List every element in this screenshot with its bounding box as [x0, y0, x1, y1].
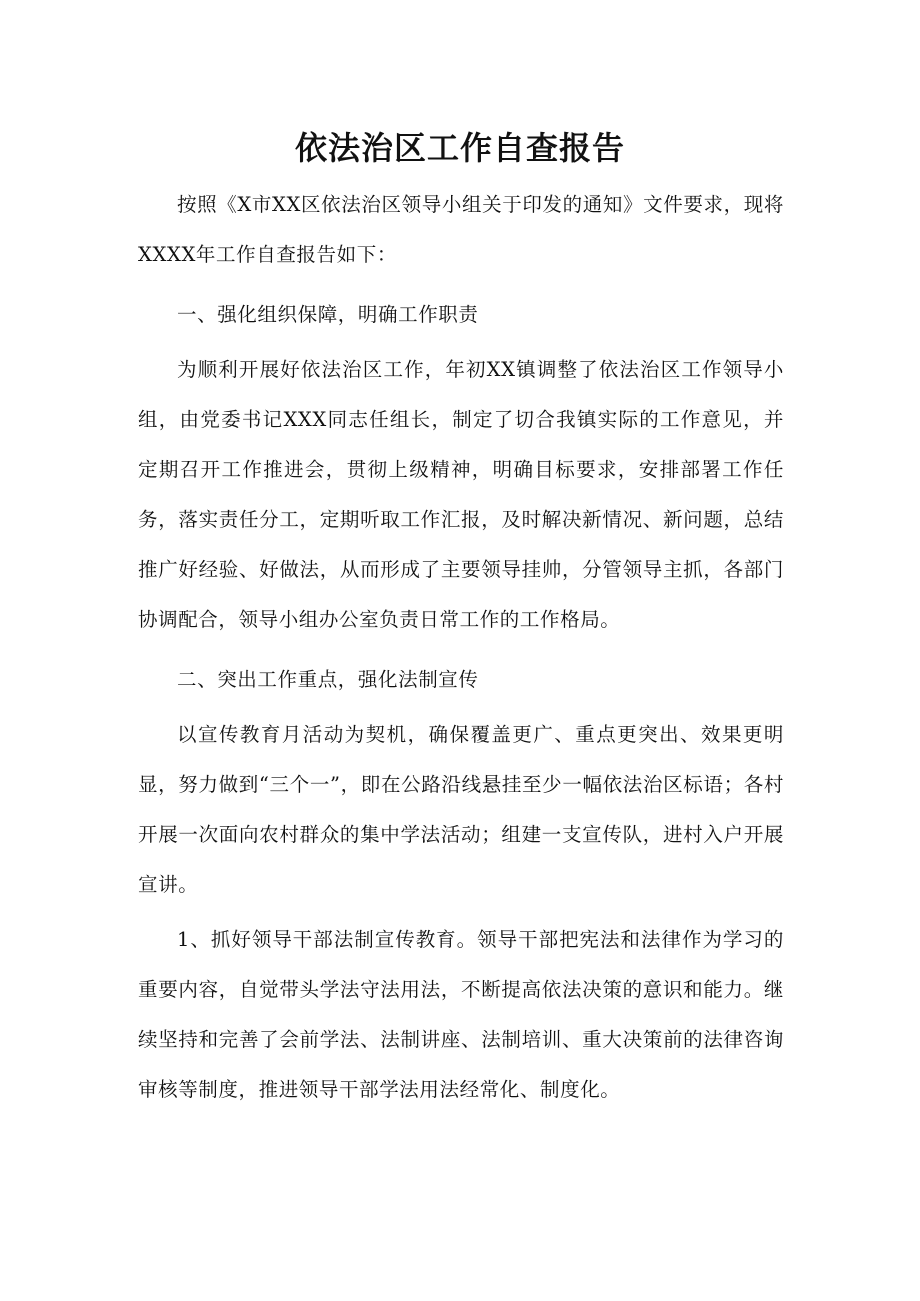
intro-paragraph: 按照《X市XX区依法治区领导小组关于印发的通知》文件要求，现将XXXX年工作自查报告如下： [138, 193, 784, 266]
document-title: 依法治区工作自查报告 [294, 129, 625, 167]
section-heading-2: 二、突出工作重点，强化法制宣传 [177, 668, 479, 691]
section-heading-1: 一、强化组织保障，明确工作职责 [177, 303, 479, 326]
section-2-paragraph: 以宣传教育月活动为契机，确保覆盖更广、重点更突出、效果更明显，努力做到“三个一”，即在公路沿线悬挂至少一幅依法治区标语；各村开展一次面向农村群众的集中学法活动；组建一支宣传队，进村入户开展宣讲。 [138, 723, 784, 896]
section-1-paragraph: 为顺利开展好依法治区工作，年初XX镇调整了依法治区工作领导小组，由党委书记XXX同志任组长，制定了切合我镇实际的工作意见，并定期召开工作推进会，贯彻上级精神，明确目标要求，安排部署工作任务，落实责任分工，定期听取工作汇报，及时解决新情况、新问题，总结推广好经验、好做法，从而形成了主要领导挂帅，分管领导主抓，各部门协调配合，领导小组办公室负责日常工作的工作格局。 [138, 358, 784, 631]
subsection-1-paragraph: 1、抓好领导干部法制宣传教育。领导干部把宪法和法律作为学习的重要内容，自觉带头学法守法用法，不断提高依法决策的意识和能力。继续坚持和完善了会前学法、法制讲座、法制培训、重大决策前的法律咨询审核等制度，推进领导干部学法用法经常化、制度化。 [138, 928, 784, 1101]
document-body [138, 180, 784, 1115]
